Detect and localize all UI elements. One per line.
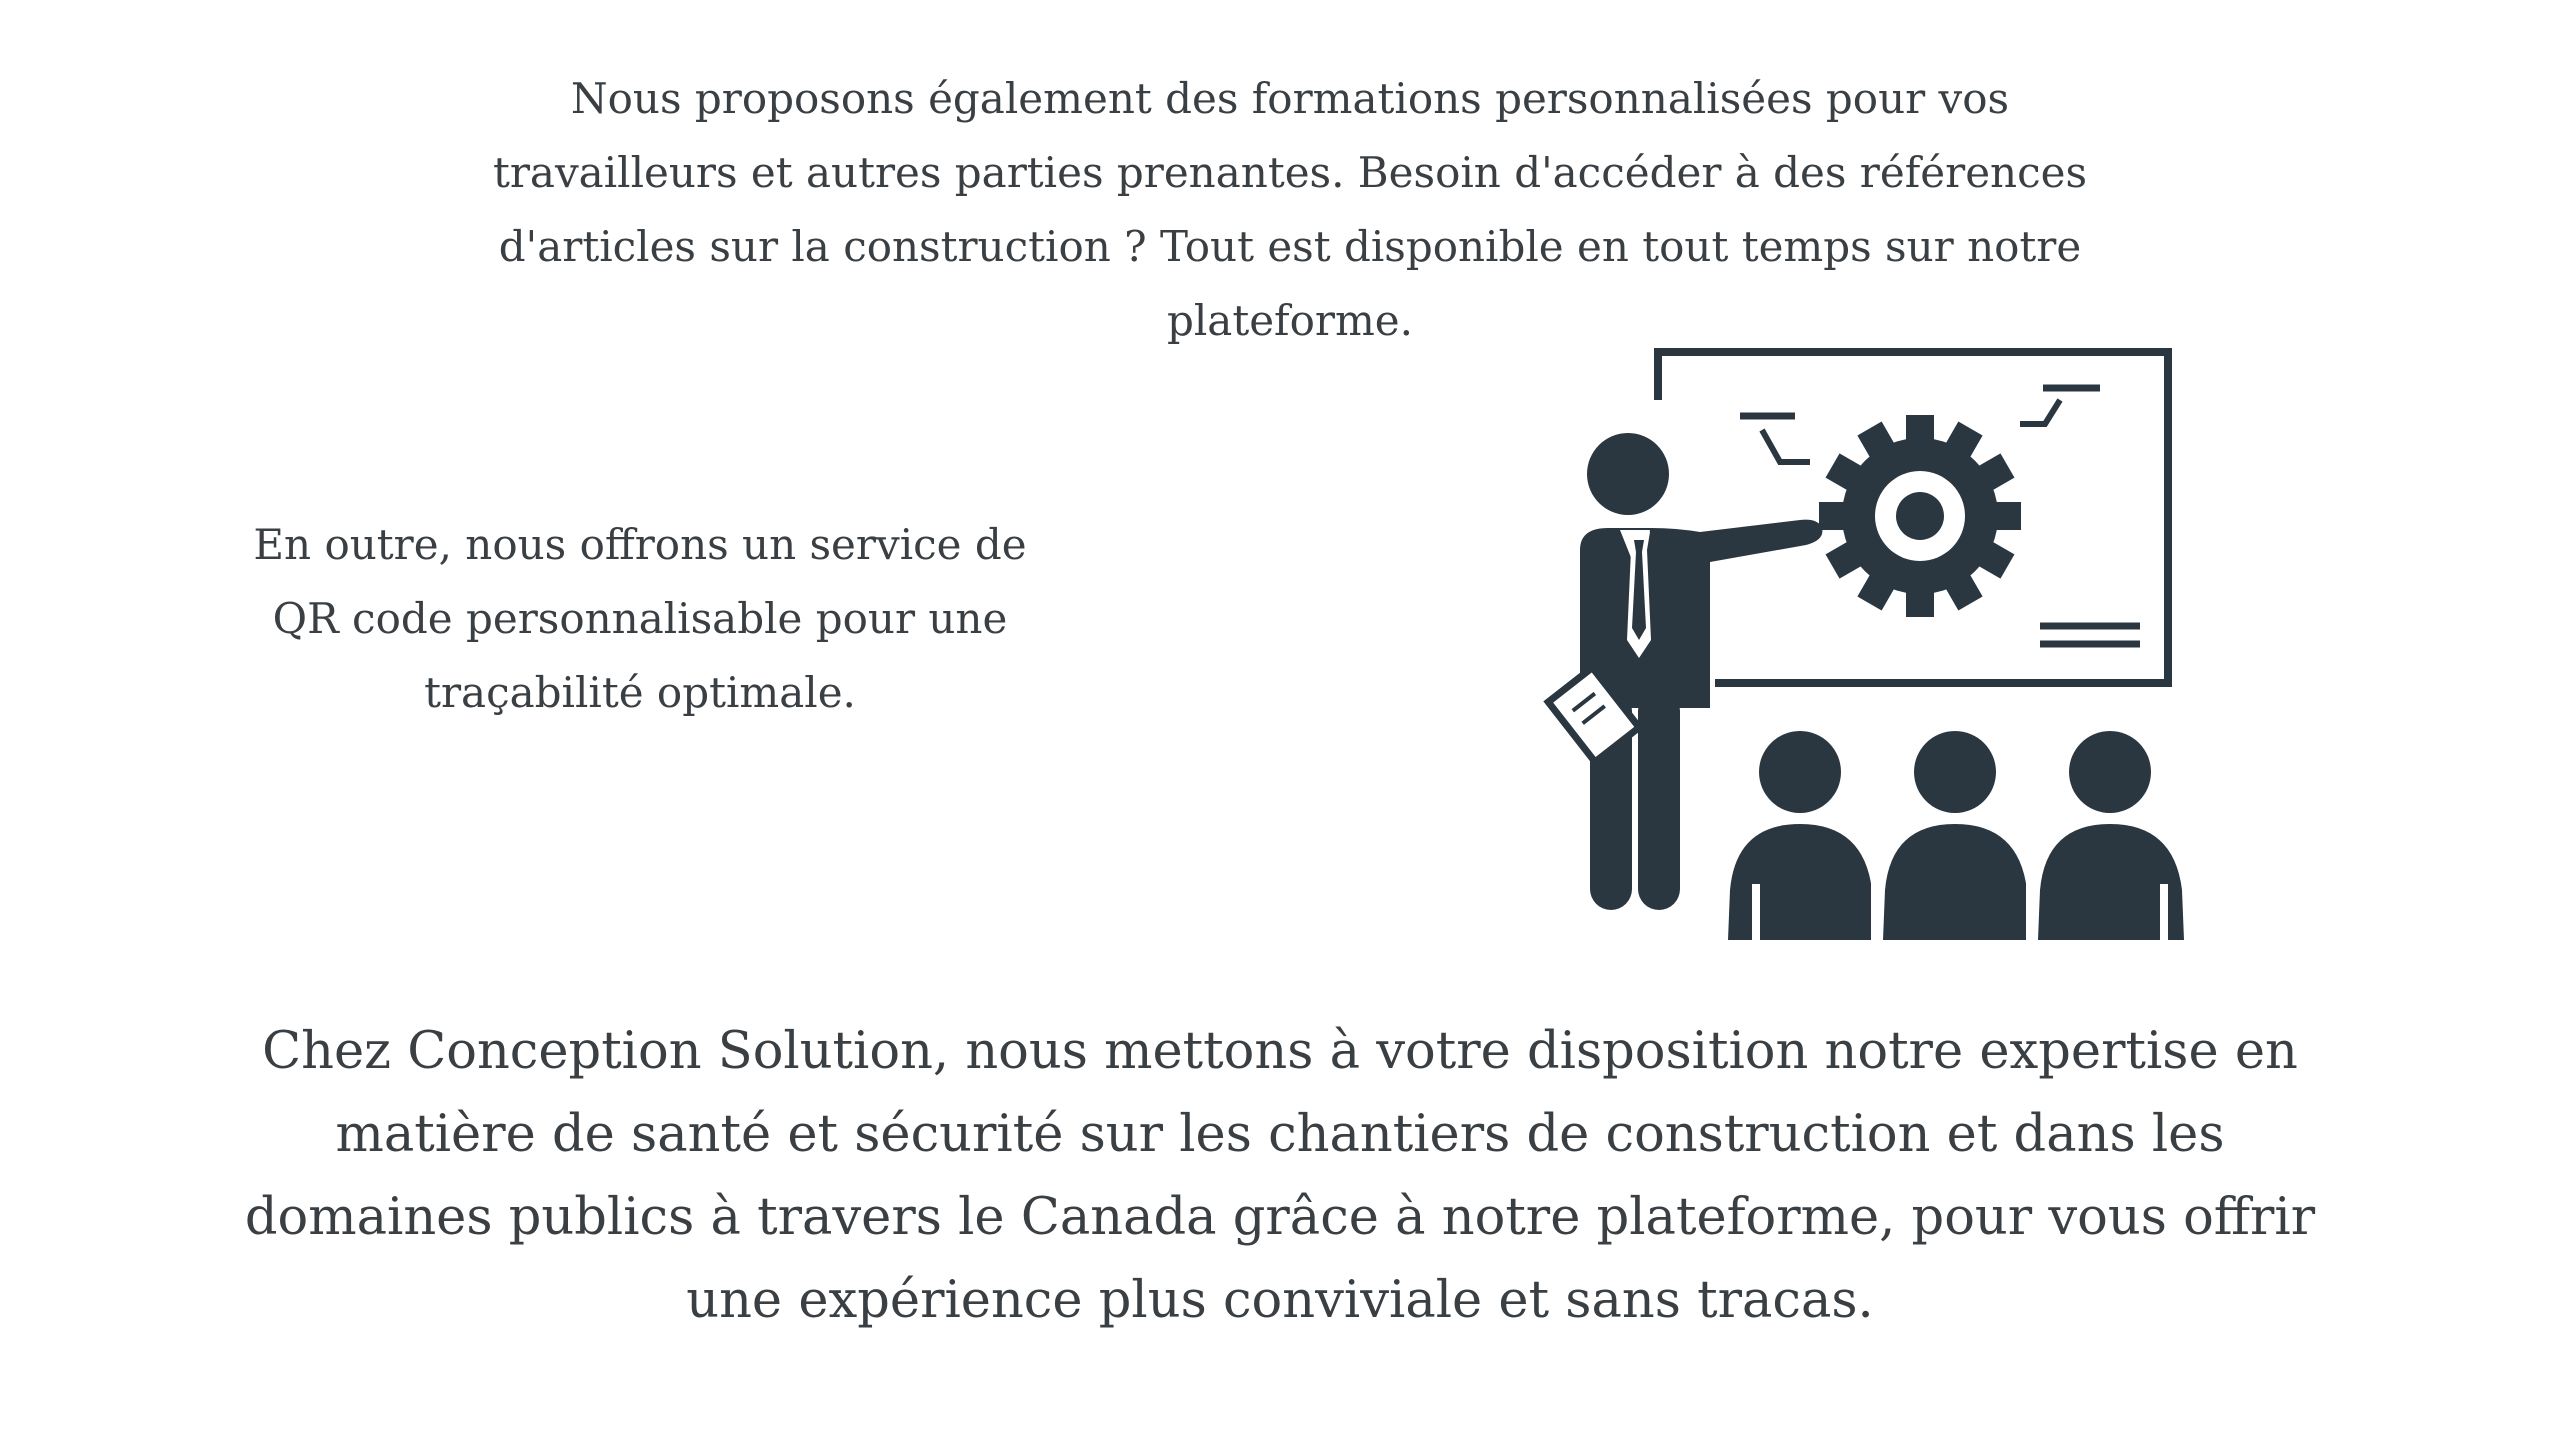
training-intro-text: Nous proposons également des formations personnalisées pour vos travailleurs et autres parties prenantes. Besoin d'accéder à des références d'articles sur la construction ? Tout est disponible en tout temps sur notre plateforme.: [492, 74, 2088, 345]
audience-icon: [1728, 731, 2184, 940]
presentation-training-icon: [1500, 340, 2240, 940]
qr-service-text: En outre, nous offrons un service de QR code personnalisable pour une traçabilité optimale.: [253, 520, 1027, 717]
gear-icon: [1819, 415, 2021, 617]
board-line-left: [1762, 430, 1810, 462]
board-line-right: [2020, 400, 2060, 424]
company-expertise-text: Chez Conception Solution, nous mettons à votre disposition notre expertise en matière de santé et sécurité sur les chantiers de construction et dans les domaines publics à travers le Canada grâce à notre plateforme, pour vous offrir une expérience plus conviviale et sans tracas.: [244, 1022, 2316, 1330]
